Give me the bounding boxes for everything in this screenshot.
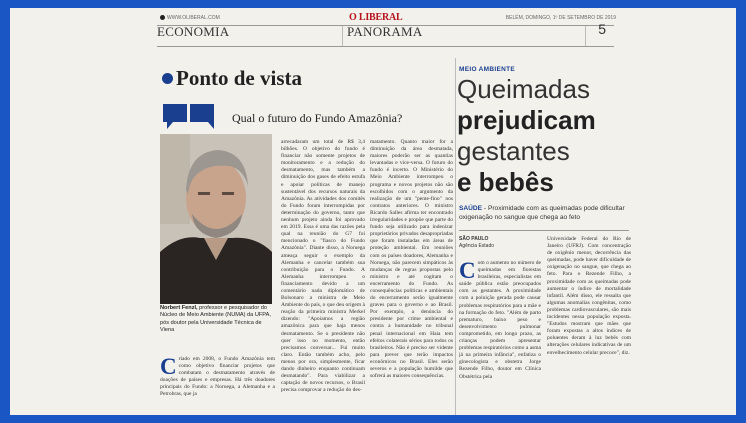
issue-date: BELÉM, DOMINGO, 1º DE SETEMBRO DE 2019 — [505, 15, 616, 21]
headline-line-3: gestantes — [457, 136, 570, 166]
deck-rule — [459, 230, 629, 231]
news-column-1-text: om o aumento no número de queimadas em florestas brasileiras, especialistas em saúde pública estão preocupados com as gestantes. A proximidade com a poluição gerada pode causar problemas respiratórios para a mãe e na formação do feto. "Além de parto prematuro, baixo peso e desenvolvimento pulmonar comprometido, em longo prazo, as crianças podem apresentar problemas respiratórios como a asma já na primeira infância", enfatiza o ginecologista e obstetra Jorge Rezende Filho, doutor em Clínica Obstétrica pela — [459, 260, 541, 380]
news-column-1 — [459, 260, 541, 415]
opinion-column-3: matamento. Quanto maior for a diminuição da área desmatada, maiores poderão ser as quantias levantadas e vice-versa. O futuro do fundo é incerto. O Ministério do Meio Ambiente interrompeu o programa e novos projetos não são escolhidos com o argumento da realização de um "pente-fino" nos contratos anteriores. O ministro Ricardo Salles afirma ter encontrado irregularidades e propõe que parte do fundo seja utilizado para indenizar proprietários privados desapropriadas que foram instaladas em áreas de proteção ambiental. Em reuniões com os países doadores, Alemanha e Noruega, não parecem simpáticos às mudanças de regras propostas pelo ministro e até cogitam o encerramento do Fundo. As consequências políticas e ambientais do encerramento serão igualmente graves para o governo e ao Brasil. Por exemplo, a denúncia do presidente por crime ambiental e contra a humanidade no tribunal penal internacional em Haia tem efeitos colaterais sérios para todos os brasileiros. Não é preciso ser vidente para prever que terão impactos econômicos no Brasil. Eles serão severos e a população humilde que sofrerá as maiores consequências. — [370, 139, 453, 380]
news-dropcap: C — [459, 260, 476, 283]
newspaper-page — [10, 8, 736, 415]
author-name: Norbert Fenzl, — [160, 305, 198, 311]
opinion-column-2: arrecadaram um total de R$ 3,4 bilhões. O objetivo do fundo é financiar não somente projetos de monitoramento e a redução do desmatamento, mas também a diminuição dos gases de efeito estufa e apoiar políticas de manejo sustentável dos recursos naturais da Amazônia. As atividades dos comitês do Fundo foram interrompidas por determinação do governo, tanto que nenhum projeto ainda foi aprovado em 2019. Essa é uma das razões pela qual na reunião do G7 foi mencionado o "fiasco do Fundo Amazônia". Diante disso, a Noruega ameaça seguir o exemplo da Alemanha e cancelar também sua contribuição para o Fundo. A Alemanha interrompeu o financiamento devido a um comentário nada diplomático de Bolsonaro a ministra de Meio Ambiente do país, o que deu origem à reação da primeira ministra Merkel dizendo: "Apoiamos a região amazônica para que haja menos desmatamento. Se o presidente não quer isso no momento, então precisamos conversar... Fui muito claro. Então também acho, pelo menos por ora, simplesmente, ficar dando dinheiro enquanto continuam desmatando". Para viabilizar a captação de novos recursos, o Brasil precisa comprovar a redução do des- — [281, 139, 365, 394]
section-rule — [157, 46, 614, 47]
bullet-icon — [162, 73, 173, 84]
deck-label: SAÚDE — [459, 205, 483, 212]
masthead: O LIBERAL — [349, 12, 403, 23]
byline-agency: Agência Estado — [459, 242, 495, 249]
news-kicker: MEIO AMBIENTE — [459, 66, 516, 73]
opinion-column-1-text: riado em 2008, o Fundo Amazônia tem como objetivo financiar projetos que combatam o desmatamento através de doações de países e empresas. Há três doadores principais do Fundo: a Noruega, a Alemanha e a Petrobras, que ja — [160, 356, 275, 398]
author-photo — [160, 134, 272, 304]
headline-line-1: Queimadas — [457, 74, 590, 104]
photo-caption — [160, 305, 275, 335]
news-column-2: Universidade Federal do Rio de Janeiro (UFRJ). Com concentração de oxigênio menor, decorrência das queimadas, pode haver dificuldade de oxigenação no sangue, que chega ao feto. Para o Rezende Filho, a proximidade com as queimadas pode aumentar o índice de mortalidade infantil. Além disso, ele ressalta que algumas anomalias congênitas, como problemas cardiovasculares, são mais incidentes nessa população exposta. "Estudos mostram que mães que foram expostas a altos índices de poluentes deram à luz bebês com alterações celulares indicativas de um envelhecimento celular precoce", diz. — [547, 236, 631, 356]
opinion-subtitle: Qual o futuro do Fundo Amazônia? — [232, 111, 403, 125]
headline-line-2: prejudicam — [457, 105, 596, 135]
page-number: 5 — [598, 21, 606, 37]
news-headline — [457, 74, 596, 198]
opinion-title — [162, 66, 302, 91]
opinion-column-1 — [160, 356, 275, 414]
news-byline — [459, 236, 494, 249]
author-credentials: professor e pesquisador do Núcleo de Meio Ambiente (NUMA) da UFPA, pós doutor pela Universidade Técnica de Viena — [160, 305, 271, 334]
section-label-economia: ECONOMIA — [157, 24, 230, 39]
section-divider-right — [585, 26, 586, 46]
headline-line-4: e bebês — [457, 167, 554, 197]
deck-text: - Proximidade com as queimadas pode dificultar oxigenação no sangue que chega ao feto — [459, 205, 625, 221]
site-url — [160, 15, 220, 21]
section-divider — [342, 26, 343, 46]
site-url-text: WWW.OLIBERAL.COM — [167, 15, 220, 21]
news-deck — [459, 204, 629, 222]
byline-city: SÃO PAULO — [459, 236, 489, 242]
article-divider — [455, 58, 456, 415]
opinion-title-text: Ponto de vista — [176, 66, 302, 90]
portrait-illustration — [160, 134, 272, 304]
quote-mark-icon — [163, 104, 215, 130]
section-label-panorama: PANORAMA — [347, 24, 423, 39]
page-header — [160, 12, 616, 24]
logo-dot-icon — [160, 15, 165, 20]
dropcap: C — [160, 356, 177, 379]
